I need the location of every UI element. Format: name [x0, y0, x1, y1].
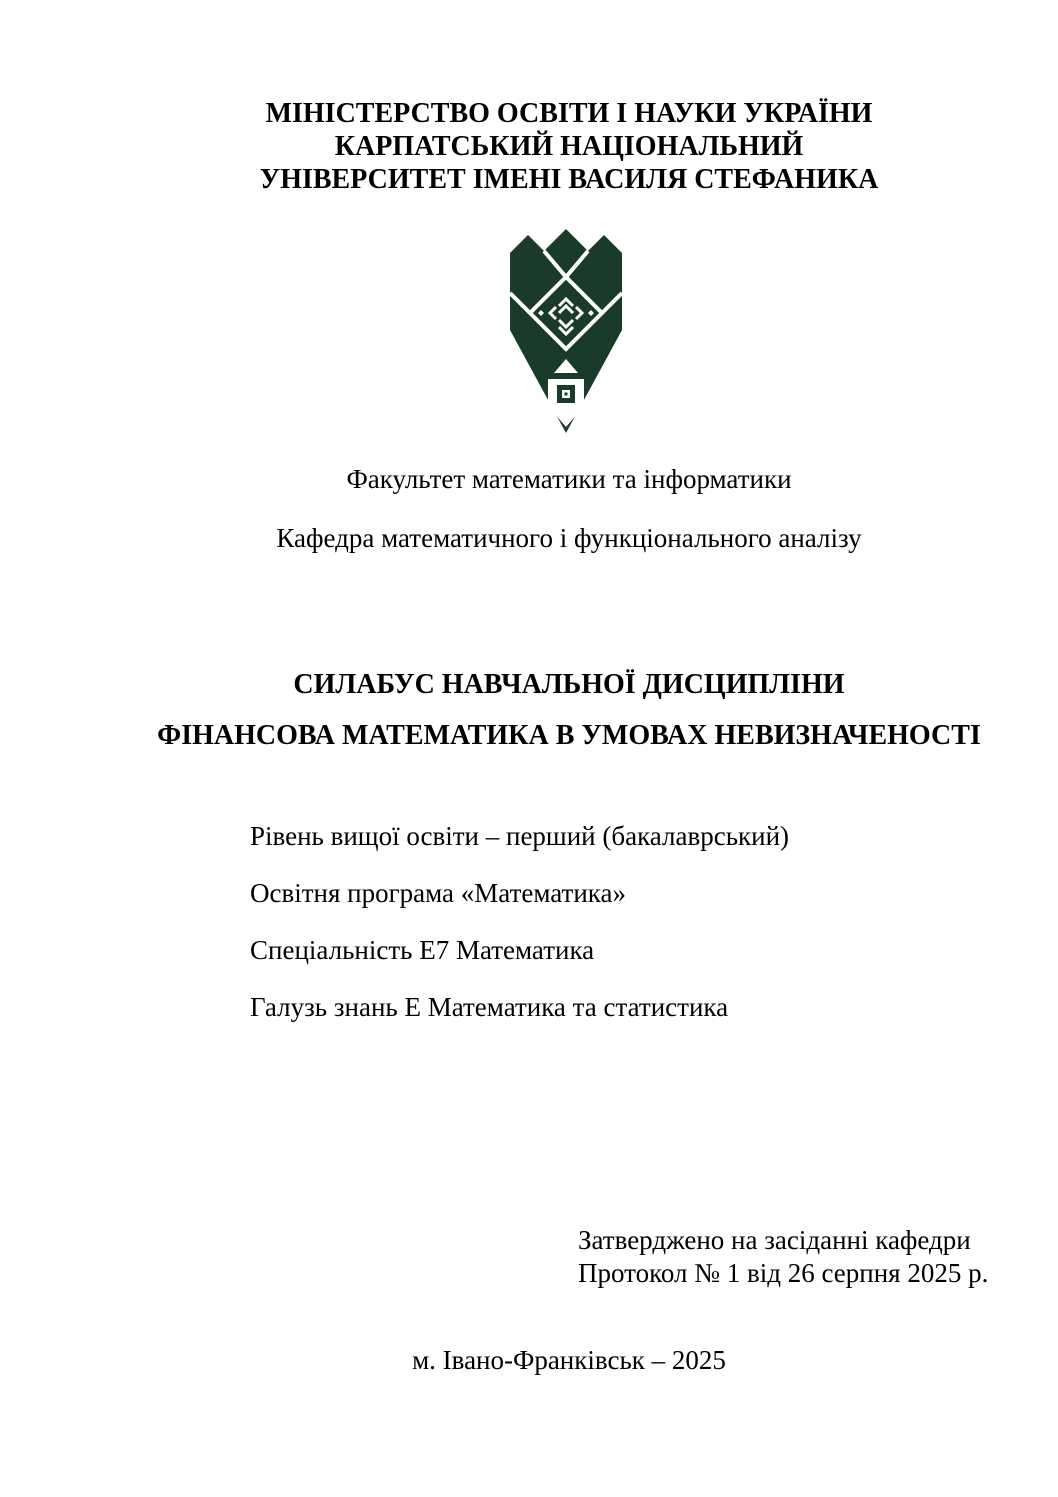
- university-emblem: [510, 229, 622, 435]
- header-line-university-2: УНІВЕРСИТЕТ ІМЕНІ ВАСИЛЯ СТЕФАНИКА: [259, 164, 879, 195]
- city-year-line: м. Івано-Франківськ – 2025: [412, 1345, 726, 1375]
- ministry-header: [80, 97, 1058, 196]
- header-line-ministry: МІНІСТЕРСТВО ОСВІТИ І НАУКИ УКРАЇНИ: [265, 98, 873, 129]
- faculty-line: Факультет математики та інформатики: [346, 464, 792, 494]
- approval-protocol-line: Протокол № 1 від 26 серпня 2025 р.: [578, 1258, 989, 1288]
- detail-education-program: Освітня програма «Математика»: [250, 878, 626, 908]
- approval-line: Затверджено на засіданні кафедри: [578, 1225, 971, 1255]
- detail-specialty: Спеціальність Е7 Математика: [250, 935, 595, 965]
- detail-field-of-knowledge: Галузь знань Е Математика та статистика: [250, 992, 729, 1022]
- emblem-mini-shield: [548, 379, 584, 427]
- department-line: Кафедра математичного і функціонального аналізу: [276, 523, 862, 553]
- approval-block: [578, 1224, 998, 1290]
- header-line-university-1: КАРПАТСЬКИЙ НАЦІОНАЛЬНИЙ: [334, 131, 804, 162]
- detail-education-level: Рівень вищої освіти – перший (бакалаврський): [250, 821, 790, 851]
- course-title: ФІНАНСОВА МАТЕМАТИКА В УМОВАХ НЕВИЗНАЧЕНОСТІ: [157, 720, 981, 751]
- course-details: [250, 820, 890, 1048]
- syllabus-title: СИЛАБУС НАВЧАЛЬНОЇ ДИСЦИПЛІНИ: [293, 669, 845, 700]
- university-emblem-icon: [510, 229, 622, 435]
